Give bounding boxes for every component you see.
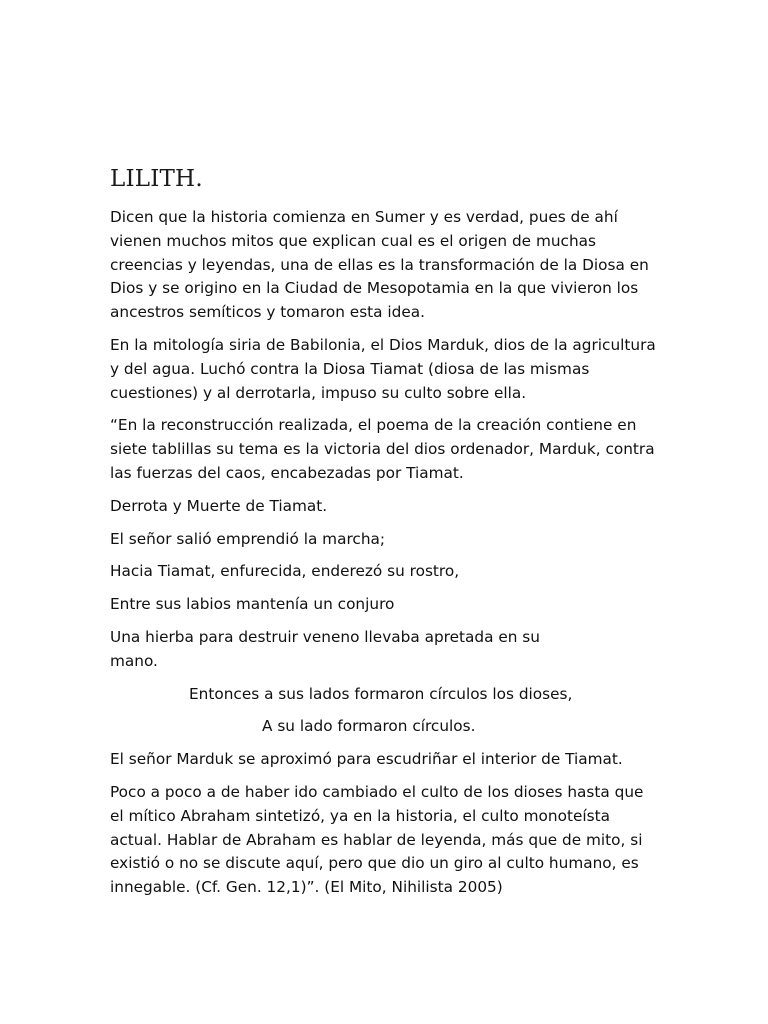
paragraph-marduk-myth: En la mitología siria de Babilonia, el Dios Marduk, dios de la agricultura y del agua. Luchó contra la Diosa Tiamat (diosa de las mismas cuestiones) y al derrotarla, impuso su culto sobre ella. [110,335,656,402]
verse-line: Entre sus labios mantenía un conjuro [110,595,395,614]
paragraph-creation-poem: “En la reconstrucción realizada, el poema de la creación contiene en siete tablillas su tema es la victoria del dios ordenador, Marduk, contra las fuerzas del caos, encabezadas por Tiamat. [110,416,655,482]
verse-line: El señor salió emprendió la marcha; [110,529,386,548]
verse-line-indented: Entonces a sus lados formaron círculos los dioses, [189,684,573,703]
verse-line: Hacia Tiamat, enfurecida, enderezó su rostro, [110,562,460,581]
verse-line: Una hierba para destruir veneno llevaba apretada en su mano. [110,627,540,670]
document-title: LILITH. [110,166,203,192]
verse-heading: Derrota y Muerte de Tiamat. [110,496,328,515]
verse-line-indented: A su lado formaron círculos. [262,717,476,736]
verse-line: El señor Marduk se aproximó para escudriñar el interior de Tiamat. [110,750,623,769]
document-body [110,206,658,909]
paragraph-abraham: Poco a poco a de haber ido cambiado el culto de los dioses hasta que el mítico Abraham sintetizó, ya en la historia, el culto monoteísta actual. Hablar de Abraham es hablar de leyenda, más que de mito, si existió o no se discute aquí, pero que dio un giro al culto humano, es innegable. (Cf. Gen. 12,1)”. (El Mito, Nihilista 2005) [110,782,644,897]
paragraph-sumer-origin: Dicen que la historia comienza en Sumer y es verdad, pues de ahí vienen muchos mitos que explican cual es el origen de muchas creencias y leyendas, una de ellas es la transformación de la Diosa en Dios y se origino en la Ciudad de Mesopotamia en la que vivieron los ancestros semíticos y tomaron esta idea. [110,208,649,322]
